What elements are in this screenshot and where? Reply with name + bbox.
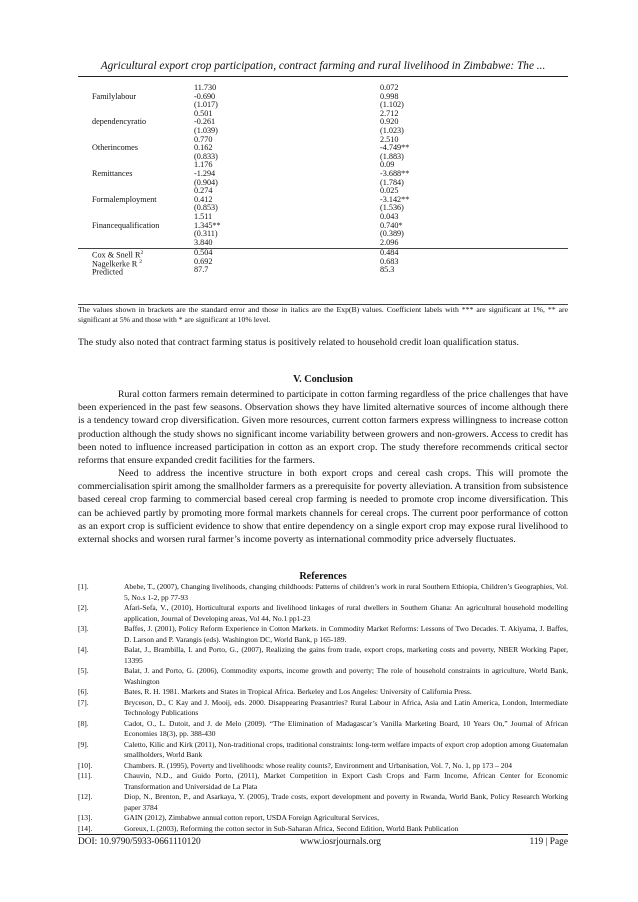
fit-row (78, 266, 568, 275)
reference-item (78, 792, 568, 813)
table-row (78, 144, 568, 153)
reference-item (78, 698, 568, 719)
reference-text: Afari-Sefa, V., (2010), Horticultural exports and livelihood linkages of rural dwellers in Southern Ghana: An agricultural household modelling application, Journal of Developing areas, Vol 44, No.1 pp1-23 (124, 603, 568, 623)
reference-item (78, 687, 568, 698)
row-label: Remittances (92, 168, 133, 178)
coef-contract: 1.345** (194, 220, 221, 230)
table-row (78, 118, 568, 127)
fit-contract: 0.504 (194, 248, 213, 257)
coef-export: 0.09 (380, 160, 395, 170)
coef-export: (1.536) (380, 203, 404, 213)
coef-contract: 0.274 (194, 186, 213, 196)
coef-export: -3.142** (380, 194, 410, 204)
coef-export: -4.749** (380, 143, 410, 153)
row-label: Familylabour (92, 91, 137, 101)
coef-export: (0.389) (380, 229, 404, 239)
reference-number: [10]. (78, 760, 93, 770)
coef-contract: -0.690 (194, 91, 216, 101)
coef-contract: 0.162 (194, 143, 213, 153)
reference-item (78, 719, 568, 740)
coef-contract: (1.039) (194, 125, 218, 135)
reference-item (78, 624, 568, 645)
reference-text: Balat, J., Brambilla, I. and Porto, G., (2007), Realizing the gains from trade, export crops, marketing costs and poverty, NBER Working Paper, 13395 (124, 645, 568, 665)
paragraph-credit: The study also noted that contract farming status is positively related to household credit loan qualification status. (78, 337, 519, 348)
coef-export: 0.072 (380, 83, 399, 92)
reference-number: [3]. (78, 624, 89, 633)
coef-contract: 0.501 (194, 108, 213, 118)
table-row (78, 161, 568, 170)
table-row (78, 110, 568, 119)
reference-item (78, 813, 568, 824)
paragraph-conclusion-2: Need to address the incentive structure in both export crops and cereal cash crops. This will promote the commercialisation spirit among the smallholder farmers as a prerequisite for poverty alleviation. A transition from subsistence based cereal crop farming to commercial based cereal crop farming is needed to promote crop income diversification. This can be achieved partly by promoting more formal markets channels for cereal crops. The current poor performance of cotton as an export crop is sufficient evidence to show that entire dependency on a single export crop may expose rural livelihood to external shocks and worsen rural farmer’s income poverty as international commodity price adversely fluctuates. (78, 468, 568, 546)
coef-export: 0.025 (380, 186, 399, 196)
paragraph-conclusion-1: Rural cotton farmers remain determined to participate in cotton farming regardless of the price challenges that have been experienced in the past few seasons. Observation shows they have limited alternative sources of income although there is a tendency toward crop diversification. Given more resources, current cotton farmers express willingness to increase cotton production although the study shows no significant income variability between growers and non-growers. Access to credit has been noted to influence increased participation in cotton as an export crop. The study therefore recommends critical sector reforms that ensure expanded credit facilities for the farmers. (78, 389, 568, 467)
coef-contract: (0.833) (194, 151, 218, 161)
coef-contract: (0.904) (194, 177, 218, 187)
reference-number: [9]. (78, 739, 89, 749)
footer-site: www.iosrjournals.org (300, 837, 381, 847)
table-row (78, 179, 568, 188)
coef-export: (1.883) (380, 151, 404, 161)
coef-export: 0.043 (380, 211, 399, 221)
reference-number: [8]. (78, 718, 89, 728)
coef-contract: 0.412 (194, 194, 213, 204)
model-fit-rows (78, 249, 568, 275)
row-label: Otherincomes (92, 143, 138, 153)
reference-number: [6]. (78, 687, 89, 696)
fit-label: Predicted (92, 267, 123, 277)
reference-text: Bates, R. H. 1981. Markets and States in Tropical Africa. Berkeley and Los Angeles: University of California Press. (124, 687, 472, 696)
coef-export: -3.688** (380, 168, 410, 178)
coef-contract: 1.511 (194, 211, 213, 221)
footer-rule (78, 834, 568, 835)
coef-contract: (1.017) (194, 100, 218, 110)
reference-number: [4]. (78, 645, 89, 654)
coef-export: (1.784) (380, 177, 404, 187)
reference-number: [11]. (78, 771, 93, 780)
reference-text: Abebe, T., (2007), Changing livelihoods, changing childhoods: Patterns of children’s work in rural Southern Ethiopia, Children’s Geographies, Vol. 5, No.s 1-2, pp 77-93 (124, 582, 568, 602)
reference-item (78, 740, 568, 761)
header-rule (78, 76, 568, 77)
reference-number: [1]. (78, 582, 89, 591)
reference-list (78, 582, 568, 834)
table-note: The values shown in brackets are the standard error and those in italics are the Exp(B) values. Coefficient labels with *** are significant at 1%, ** are significant at 5% and those with * are significant at 10% level. (78, 305, 568, 325)
coef-contract: 3.840 (194, 237, 213, 247)
reference-text: Chambers. R. (1995), Poverty and livelihoods: whose reality counts?, Environment and Urbanisation, Vol. 7, No. 1, pp 173 – 204 (124, 760, 513, 770)
reference-number: [7]. (78, 697, 89, 707)
table-row (78, 204, 568, 213)
table-row (78, 101, 568, 110)
fit-export: 0.683 (380, 256, 399, 266)
fit-contract: 87.7 (194, 265, 209, 275)
reference-text: Cadot, O., L. Dutoit, and J. de Melo (2009). “The Elimination of Madagascar’s Vanilla Marketing Board, 10 Years On,” Journal of African Economies 18(3), pp. 388-430 (124, 718, 568, 738)
coef-contract: -0.261 (194, 117, 216, 127)
table-row (78, 127, 568, 136)
coef-export: (1.023) (380, 125, 404, 135)
footer-doi: DOI: 10.9790/5933-0661110120 (78, 837, 201, 847)
regression-table (78, 84, 568, 247)
reference-text: Bryceson, D., C Kay and J. Mooij, eds. 2000. Disappearing Peasantries? Rural Labour in Africa, Asia and Latin America, London, Intermediate Technology Publications (124, 697, 568, 717)
coef-contract: (0.311) (194, 229, 218, 239)
reference-number: [5]. (78, 666, 89, 675)
table-row (78, 170, 568, 179)
coef-export: 0.998 (380, 91, 399, 101)
table-row (78, 93, 568, 102)
fit-export: 85.3 (380, 265, 395, 275)
reference-text: Diop, N., Brenton, P., and Asarkaya, Y. (2005), Trade costs, export development and poverty in Rwanda, World Bank, Policy Research Working paper 3784 (124, 792, 568, 812)
conclusion-heading: V. Conclusion (293, 374, 353, 385)
coef-export: 2.096 (380, 237, 399, 247)
table-row (78, 222, 568, 231)
fit-label: Nagelkerke R $^2$ (92, 258, 143, 269)
reference-text: Caletto, Kilic and Kirk (2011), Non-traditional crops, traditional constraints: long-term welfare impacts of export crop adoption among Guatemalan smallholders, World Bank (124, 739, 568, 759)
reference-item (78, 824, 568, 835)
coef-contract: 0.770 (194, 134, 213, 144)
fit-label: Cox & Snell $R^2$ (92, 250, 144, 260)
reference-item (78, 645, 568, 666)
reference-item (78, 771, 568, 792)
reference-number: [2]. (78, 603, 89, 612)
fit-row (78, 249, 568, 258)
coef-export: 2.712 (380, 108, 399, 118)
coef-export: 0.740* (380, 220, 403, 230)
coef-contract: 11.730 (194, 83, 217, 92)
reference-text: Balat, J. and Porto, G. (2006), Commodity exports, income growth and poverty; The role of household constraints in agriculture, World Bank, Washington (124, 666, 568, 686)
references-heading: References (299, 571, 347, 582)
table-row (78, 136, 568, 145)
reference-number: [13]. (78, 813, 93, 822)
coef-contract: (0.853) (194, 203, 218, 213)
coef-export: (1.102) (380, 100, 404, 110)
reference-text: GAIN (2012), Zimbabwe annual cotton report, USDA Foreign Agricultural Services, (124, 813, 379, 822)
fit-contract: 0.692 (194, 256, 213, 266)
row-label: Financequalification (92, 220, 160, 230)
row-label: Formalemployment (92, 194, 157, 204)
reference-item (78, 761, 568, 772)
reference-text: Chauvin, N.D., and Guido Porto, (2011), Market Competition in Export Cash Crops and Farm Income, African Center for Economic Transformation and Universidad de La Plata (124, 771, 568, 791)
table-row (78, 196, 568, 205)
table-row (78, 230, 568, 239)
coef-export: 2.510 (380, 134, 399, 144)
fit-export: 0.484 (380, 248, 399, 257)
footer-page: 119 | Page (529, 837, 568, 847)
reference-number: [14]. (78, 823, 93, 833)
reference-item (78, 666, 568, 687)
coef-contract: 1.176 (194, 160, 213, 170)
reference-text: Goreux, L (2003), Reforming the cotton sector in Sub-Saharan Africa, Second Edition, World Bank Publication (124, 823, 459, 833)
reference-text: Baffes, J. (2001), Policy Reform Experience in Cotton Markets. in Commodity Market Reforms: Lessons of Two Decades. T. Akiyama, J. Baffes, D. Larson and P. Varangis (eds). Washington DC, World Bank, p 165-189. (124, 624, 568, 644)
table-row (78, 84, 568, 93)
reference-item (78, 582, 568, 603)
table-row (78, 239, 568, 248)
fit-row (78, 258, 568, 267)
coef-contract: -1.294 (194, 168, 216, 178)
running-header: Agricultural export crop participation, contract farming and rural livelihood in Zimbabwe: The ... (100, 60, 546, 72)
reference-number: [12]. (78, 792, 93, 801)
row-label: dependencyratio (92, 117, 147, 127)
table-row (78, 153, 568, 162)
reference-item (78, 603, 568, 624)
coef-export: 0.920 (380, 117, 399, 127)
